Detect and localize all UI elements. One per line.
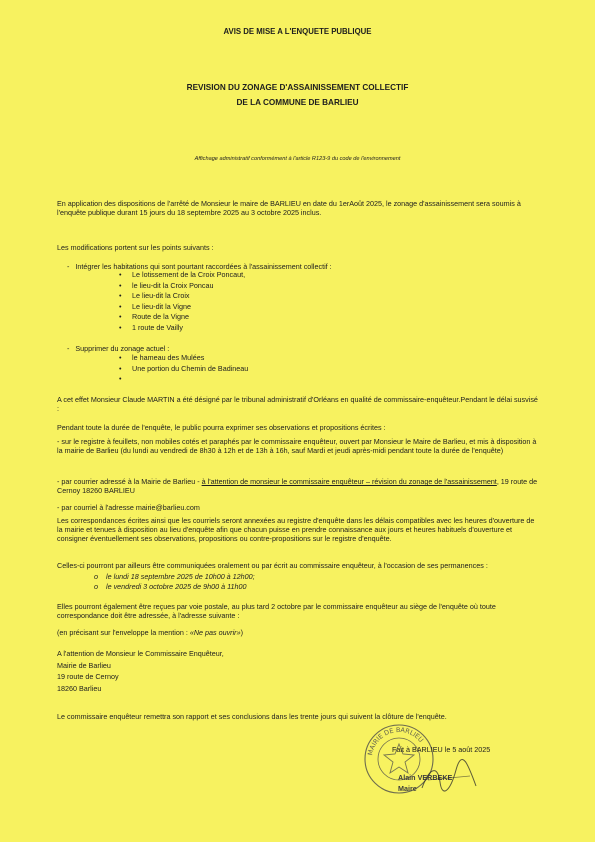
- commissioner-paragraph: A cet effet Monsieur Claude MARTIN a été désigné par le tribunal administratif d'Orléans en qualité de commissaire-enquêteur.Pendant le délai susvisé :: [57, 395, 538, 413]
- modifications-heading: Les modifications portent sur les points suivants :: [57, 243, 214, 252]
- circle-bullet-icon: o: [94, 582, 98, 591]
- circle-bullet-icon: o: [94, 572, 98, 581]
- integrate-label-text: Intégrer les habitations qui sont pourtant raccordées à l'assainissement collectif :: [75, 262, 332, 271]
- permanence-item: o le vendredi 3 octobre 2025 de 9h00 à 11h00: [94, 582, 247, 591]
- mayor-title: Maire: [398, 784, 417, 793]
- email-line: - par courriel à l'adresse mairie@barlieu.com: [57, 503, 200, 512]
- integrate-label: - Intégrer les habitations qui sont pourtant raccordées à l'assainissement collectif :: [67, 262, 332, 271]
- mayor-name: Alain VERBEKE: [398, 773, 453, 782]
- list-item: [119, 374, 248, 385]
- list-item: • Le lotissement de la Croix Poncaut,: [119, 270, 246, 279]
- annex-paragraph: Les correspondances écrites ainsi que les courriels seront annexées au registre d'enquête dans les délais compatibles avec les heures d'ouverture de la mairie et tenues à disposition au lieu d'enquête afin que chacun puisse en prendre connaissance aux jours et heures habituels d'ouverture et consigner éventuellement ses observations, propositions ou contre-propositions sur le registre d'enquête.: [57, 516, 535, 543]
- intro-paragraph: En application des dispositions de l'arrêté de Monsieur le maire de BARLIEU en date du 1erAoût 2025, le zonage d'assainissement sera soumis à l'enquête publique durant 15 jours du 18 septembre 2025 au 3 octobre 2025 inclus.: [57, 199, 521, 217]
- mail-recipient: à l'attention de monsieur le commissaire enquêteur – révision du zonage de l'assainissement: [201, 477, 497, 486]
- permanence-paragraph: Celles-ci pourront par ailleurs être communiquées oralement ou par écrit au commissaire enquêteur, à l'occasion de ses permanences :: [57, 561, 488, 570]
- address-attn: A l'attention de Monsieur le Commissaire Enquêteur,: [57, 649, 224, 658]
- list-item: • le lieu-dit la Croix Poncau: [119, 280, 214, 290]
- stamp-text: MAIRIE DE BARLIEU: [366, 725, 426, 757]
- subject-line-1: REVISION DU ZONAGE D'ASSAINISSEMENT COLLECTIF: [186, 83, 409, 92]
- bullet-icon: •: [119, 363, 122, 373]
- bullet-icon: •: [119, 291, 122, 300]
- envelope-note: (en précisant sur l'enveloppe la mention : «Ne pas ouvrir»): [57, 628, 243, 637]
- notice-title: AVIS DE MISE A L'ENQUETE PUBLIQUE: [223, 27, 372, 36]
- bullet-icon: •: [119, 280, 122, 290]
- list-item: • Le lieu-dit la Vigne: [119, 301, 192, 311]
- bullet-icon: •: [119, 301, 122, 311]
- list-item: • Route de la Vigne: [119, 312, 190, 321]
- bullet-icon: •: [119, 353, 122, 362]
- postal-paragraph: Elles pourront également être reçues par voie postale, au plus tard 2 octobre par le commissaire enquêteur au siège de l'enquête où toute correspondance doit être adressée, à l'adresse suivante :: [57, 602, 496, 620]
- public-paragraph: Pendant toute la durée de l'enquête, le public pourra exprimer ses observations et propositions écrites :: [57, 423, 386, 432]
- integrate-list: [119, 270, 246, 333]
- address-mairie: Mairie de Barlieu: [57, 661, 111, 670]
- place-date: Fait à BARLIEU le 5 août 2025: [392, 745, 491, 754]
- mail-prefix: - par courrier adressé à la Mairie de Barlieu -: [57, 477, 202, 486]
- bullet-icon: •: [119, 322, 122, 332]
- remove-label: - Supprimer du zonage actuel :: [67, 344, 170, 353]
- list-item: • Le lieu-dit la Croix: [119, 291, 190, 300]
- permanence-item: o le lundi 18 septembre 2025 de 10h00 à 12h00;: [94, 572, 255, 581]
- legal-note: Affichage administratif conformément à l'article R123-9 du code de l'environnement: [194, 156, 401, 162]
- do-not-open-mention: «Ne pas ouvrir»: [189, 628, 241, 637]
- list-item: • le hameau des Mulées: [119, 353, 205, 362]
- address-city: 18260 Barlieu: [57, 684, 102, 693]
- report-paragraph: Le commissaire enquêteur remettra son rapport et ses conclusions dans les trente jours qui suivent la clôture de l'enquête.: [57, 712, 447, 721]
- list-item: • Une portion du Chemin de Badineau: [119, 363, 249, 373]
- remove-label-text: Supprimer du zonage actuel :: [75, 344, 170, 353]
- register-paragraph: - sur le registre à feuillets, non mobiles cotés et paraphés par le commissaire enquêteur, ouvert par Monsieur le Maire de Barlieu, et mis à disposition à la mairie de Barlieu (du lundi au vendredi de 8h30 à 12h et de 13h à 16h, sauf Mardi et jeudi après-midi pendant toute la durée de l'enquête): [57, 437, 537, 455]
- bullet-icon: •: [119, 312, 122, 321]
- mail-suffix: , 19 route de Cernoy 18260 BARLIEU: [57, 477, 538, 495]
- mail-paragraph: [57, 477, 540, 495]
- remove-list: [119, 353, 249, 385]
- handwritten-signature: [420, 758, 480, 798]
- list-item: • 1 route de Vailly: [119, 322, 184, 332]
- bullet-icon: •: [119, 374, 122, 383]
- address-street: 19 route de Cernoy: [57, 672, 119, 681]
- subject-line-2: DE LA COMMUNE DE BARLIEU: [236, 98, 359, 107]
- bullet-icon: •: [119, 270, 122, 279]
